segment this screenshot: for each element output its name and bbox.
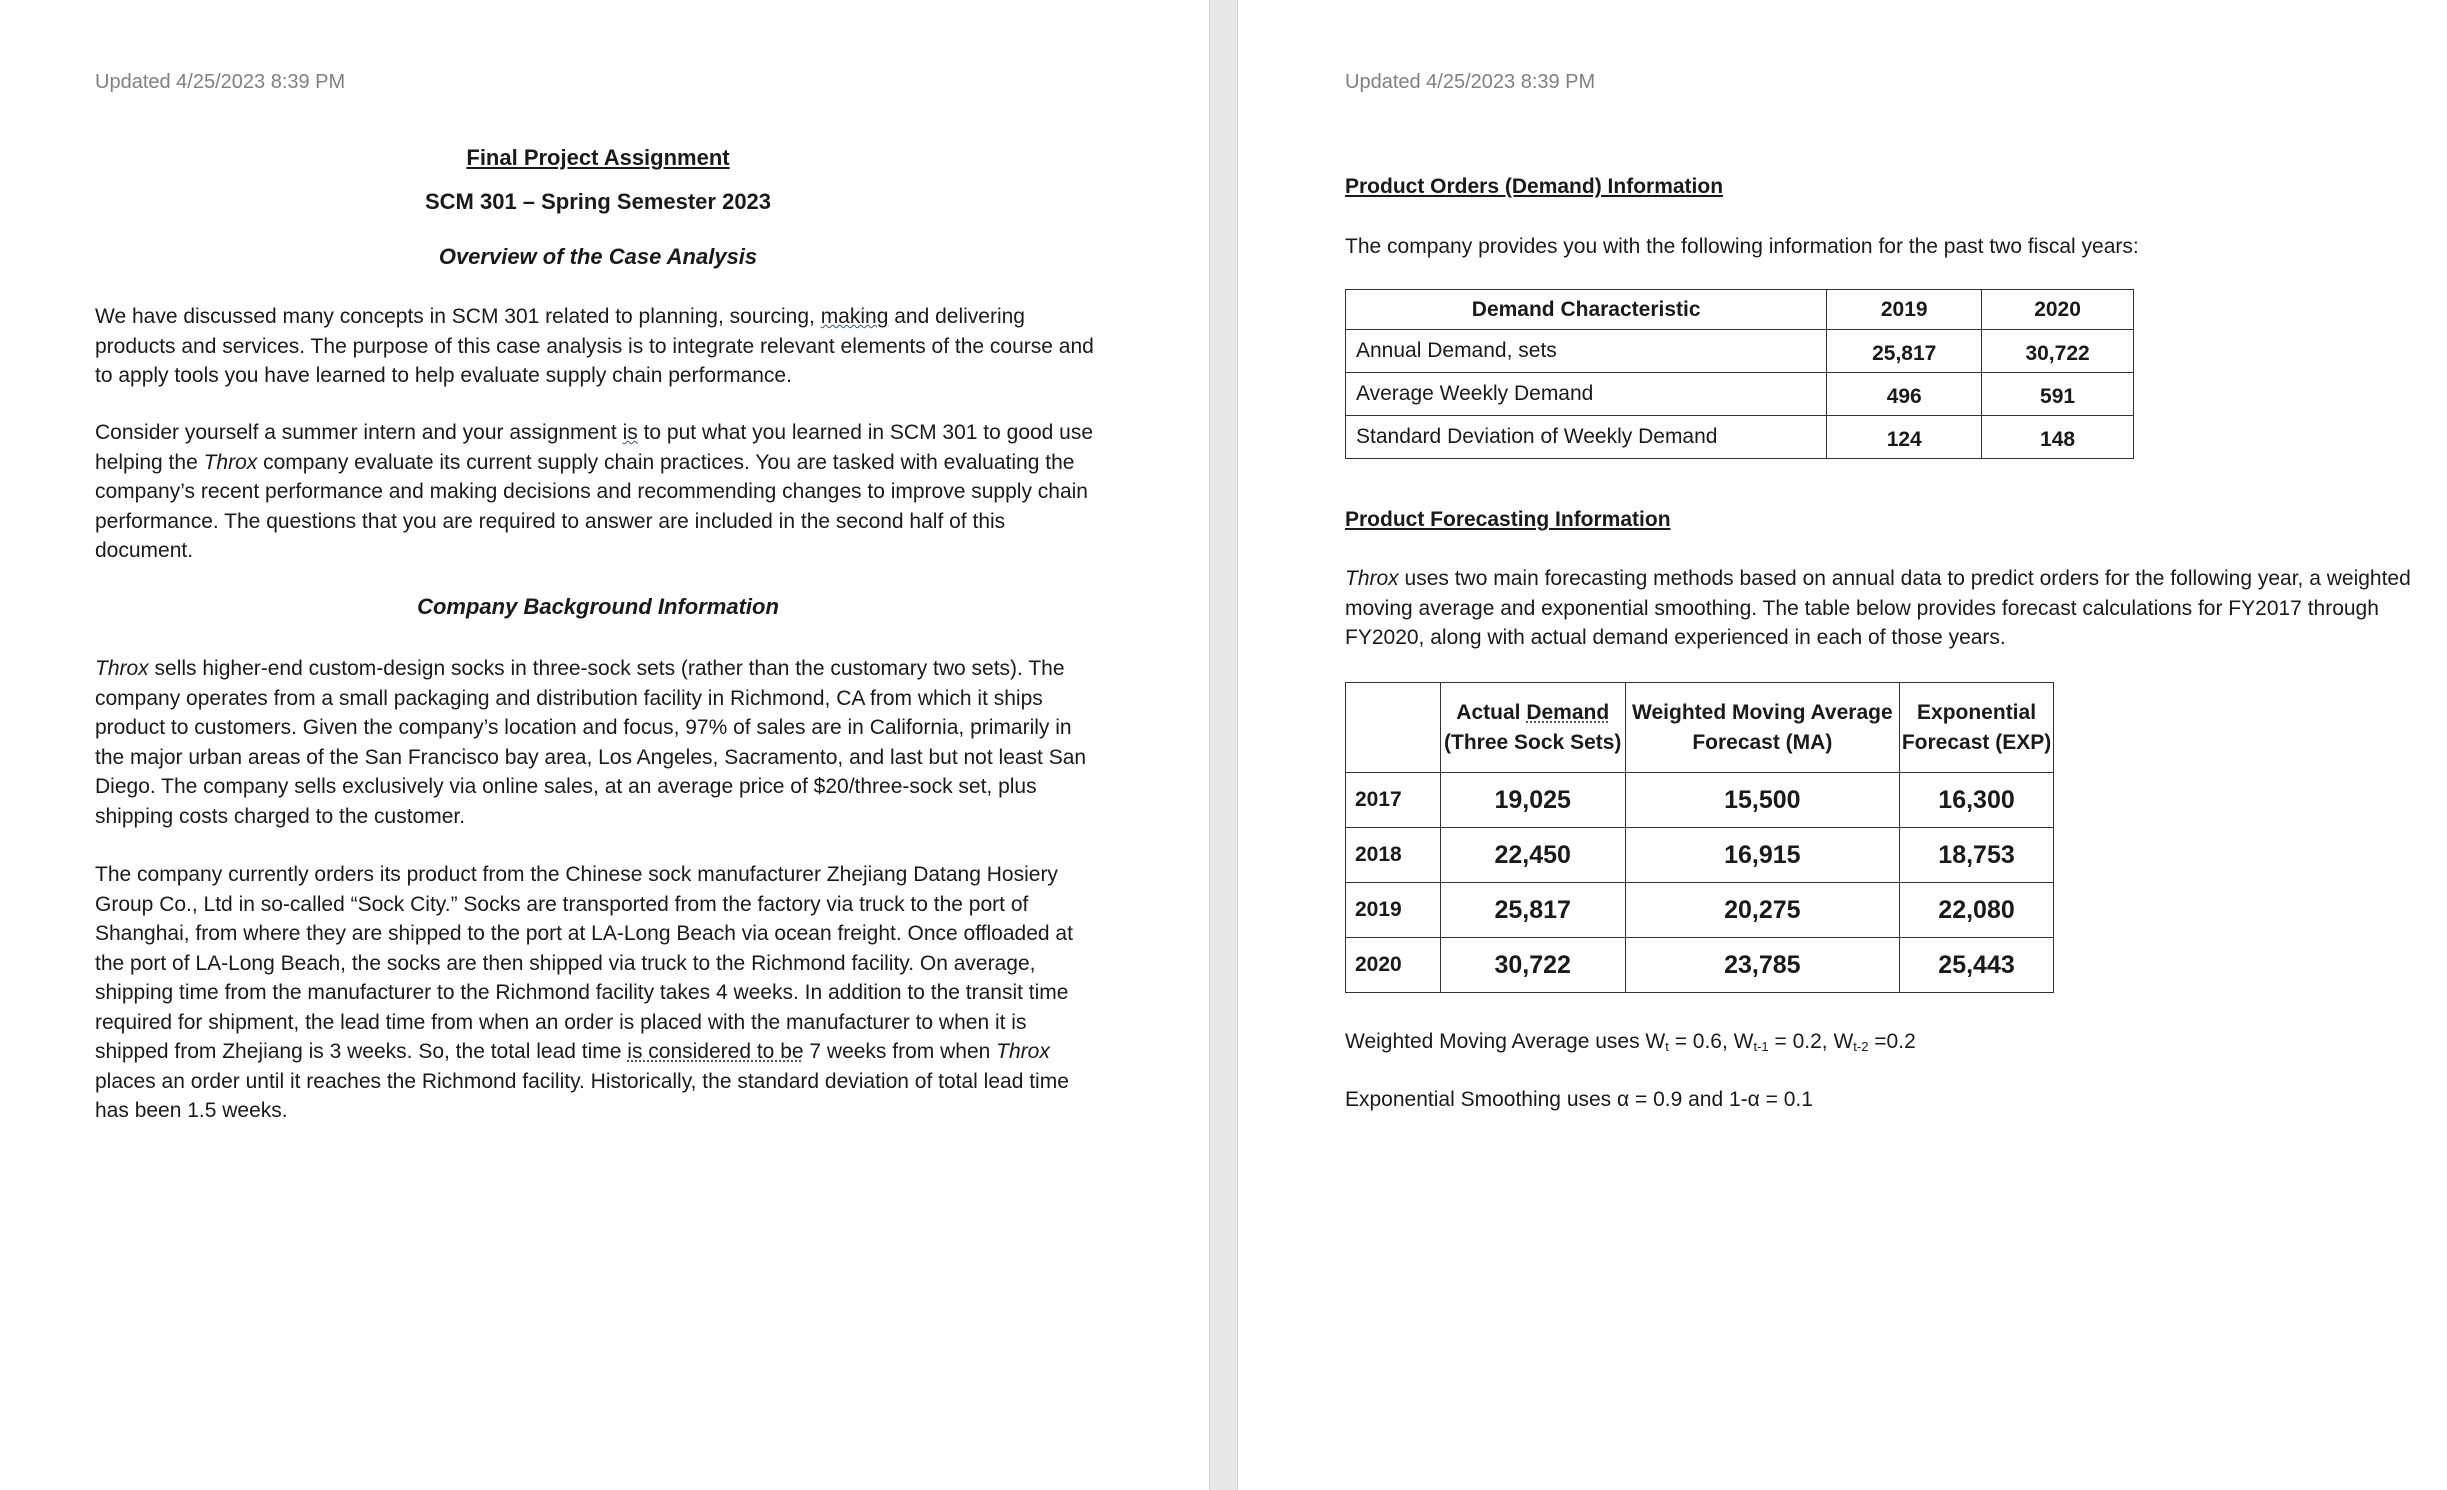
table-row bbox=[1346, 938, 2054, 993]
exp-smoothing-note: Exponential Smoothing uses α = 0.9 and 1-α = 0.1 bbox=[1345, 1088, 1813, 1111]
table-cell: 2019 bbox=[1346, 883, 1441, 938]
table-cell: 496 bbox=[1827, 373, 1982, 416]
overview-heading: Overview of the Case Analysis bbox=[438, 244, 758, 269]
table-cell: 23,785 bbox=[1625, 938, 1899, 993]
table-row bbox=[1346, 883, 2054, 938]
table-cell: 15,500 bbox=[1625, 773, 1899, 828]
table-cell: 30,722 bbox=[1982, 330, 2134, 373]
forecast-intro: Throx uses two main forecasting methods based on annual data to predict orders for the following year, a weighted moving average and exponential smoothing. The table below provides forecast calculations for FY2017 through FY2020, along with actual demand experienced in each of those years. bbox=[1345, 567, 2411, 649]
orders-intro: The company provides you with the following information for the past two fiscal years: bbox=[1345, 235, 2139, 258]
table-cell: 2020 bbox=[1346, 938, 1441, 993]
table-row bbox=[1346, 330, 2134, 373]
header-cell: Actual Demand (Three Sock Sets) bbox=[1440, 683, 1625, 773]
orders-heading: Product Orders (Demand) Information bbox=[1345, 175, 1724, 198]
demand-table bbox=[1345, 289, 2134, 459]
table-header-row bbox=[1346, 290, 2134, 330]
sourcing-paragraph: The company currently orders its product from the Chinese sock manufacturer Zhejiang Datang Hosiery Group Co., Ltd in so-called “Sock City.” Socks are transported from the factory via truck to the port of Shanghai, from where they are shipped to the port at LA-Long Beach via ocean freight. Once offloaded at the port of LA-Long Beach, the socks are then shipped via truck to the Richmond facility. On average, shipping time from the manufacturer to the Richmond facility takes 4 weeks. In addition to the transit time required for shipment, the lead time from when an order is placed with the manufacturer to when it is shipped from Zhejiang is 3 weeks. So, the total lead time is considered to be 7 weeks from when Throx places an order until it reaches the Richmond facility. Historically, the standard deviation of total lead time has been 1.5 weeks. bbox=[95, 863, 1073, 1122]
style-flag[interactable]: Demand bbox=[1526, 701, 1610, 724]
header-cell: 2019 bbox=[1827, 290, 1982, 330]
forecast-heading: Product Forecasting Information bbox=[1345, 508, 1671, 531]
right-page bbox=[1238, 0, 2447, 1490]
table-row bbox=[1346, 828, 2054, 883]
table-cell: 16,915 bbox=[1625, 828, 1899, 883]
table-cell: Standard Deviation of Weekly Demand bbox=[1346, 416, 1827, 459]
grammar-flag[interactable]: is bbox=[622, 421, 638, 444]
table-cell: 148 bbox=[1982, 416, 2134, 459]
course-line: SCM 301 – Spring Semester 2023 bbox=[424, 189, 772, 214]
table-row bbox=[1346, 773, 2054, 828]
forecast-table bbox=[1345, 682, 2054, 993]
header-cell-empty bbox=[1346, 683, 1441, 773]
header-cell: Weighted Moving Average Forecast (MA) bbox=[1625, 683, 1899, 773]
wma-note: Weighted Moving Average uses $W_t = 0.6$, $W_{t-1} = 0.2$, $W_{t-2} =0.2$ bbox=[1345, 1030, 1916, 1054]
updated-stamp: Updated 4/25/2023 8:39 PM bbox=[1345, 71, 1596, 93]
table-cell: 22,450 bbox=[1440, 828, 1625, 883]
style-flag[interactable]: is considered to be bbox=[627, 1040, 804, 1063]
left-page bbox=[0, 0, 1209, 1490]
table-cell: 18,753 bbox=[1900, 828, 2054, 883]
table-cell: 25,817 bbox=[1440, 883, 1625, 938]
company-paragraph: Throx sells higher-end custom-design socks in three-sock sets (rather than the customary two sets). The company operates from a small packaging and distribution facility in Richmond, CA from which it ships product to customers. Given the company’s location and focus, 97% of sales are in California, primarily in the major urban areas of the San Francisco bay area, Los Angeles, Sacramento, and last but not least San Diego. The company sells exclusively via online sales, at an average price of $20/three-sock set, plus shipping costs charged to the customer. bbox=[95, 657, 1087, 828]
table-cell: 30,722 bbox=[1440, 938, 1625, 993]
grammar-flag[interactable]: making bbox=[820, 305, 889, 328]
header-cell: Demand Characteristic bbox=[1346, 290, 1827, 330]
table-cell: 22,080 bbox=[1900, 883, 2054, 938]
assignment-paragraph: Consider yourself a summer intern and your assignment is to put what you learned in SCM 301 to good use helping the Throx company evaluate its current supply chain practices. You are tasked with evaluating the company’s recent performance and making decisions and recommending changes to improve supply chain performance. The questions that you are required to answer are included in the second half of this document. bbox=[95, 421, 1094, 562]
updated-stamp: Updated 4/25/2023 8:39 PM bbox=[95, 71, 346, 93]
header-cell: 2020 bbox=[1982, 290, 2134, 330]
header-cell: Exponential Forecast (EXP) bbox=[1900, 683, 2054, 773]
intro-paragraph: We have discussed many concepts in SCM 301 related to planning, sourcing, making and delivering products and services. The purpose of this case analysis is to integrate relevant elements of the course and to apply tools you have learned to help evaluate supply chain performance. bbox=[95, 305, 1094, 387]
table-cell: 2018 bbox=[1346, 828, 1441, 883]
table-cell: 16,300 bbox=[1900, 773, 2054, 828]
table-header-row bbox=[1346, 683, 2054, 773]
table-cell: 20,275 bbox=[1625, 883, 1899, 938]
table-cell: 25,443 bbox=[1900, 938, 2054, 993]
table-cell: Average Weekly Demand bbox=[1346, 373, 1827, 416]
background-heading: Company Background Information bbox=[417, 594, 779, 619]
table-cell: 25,817 bbox=[1827, 330, 1982, 373]
table-row bbox=[1346, 416, 2134, 459]
page-gutter bbox=[1209, 0, 1238, 1490]
table-cell: Annual Demand, sets bbox=[1346, 330, 1827, 373]
table-cell: 124 bbox=[1827, 416, 1982, 459]
table-cell: 591 bbox=[1982, 373, 2134, 416]
table-cell: 19,025 bbox=[1440, 773, 1625, 828]
table-cell: 2017 bbox=[1346, 773, 1441, 828]
table-row bbox=[1346, 373, 2134, 416]
document-title: Final Project Assignment bbox=[466, 145, 730, 170]
